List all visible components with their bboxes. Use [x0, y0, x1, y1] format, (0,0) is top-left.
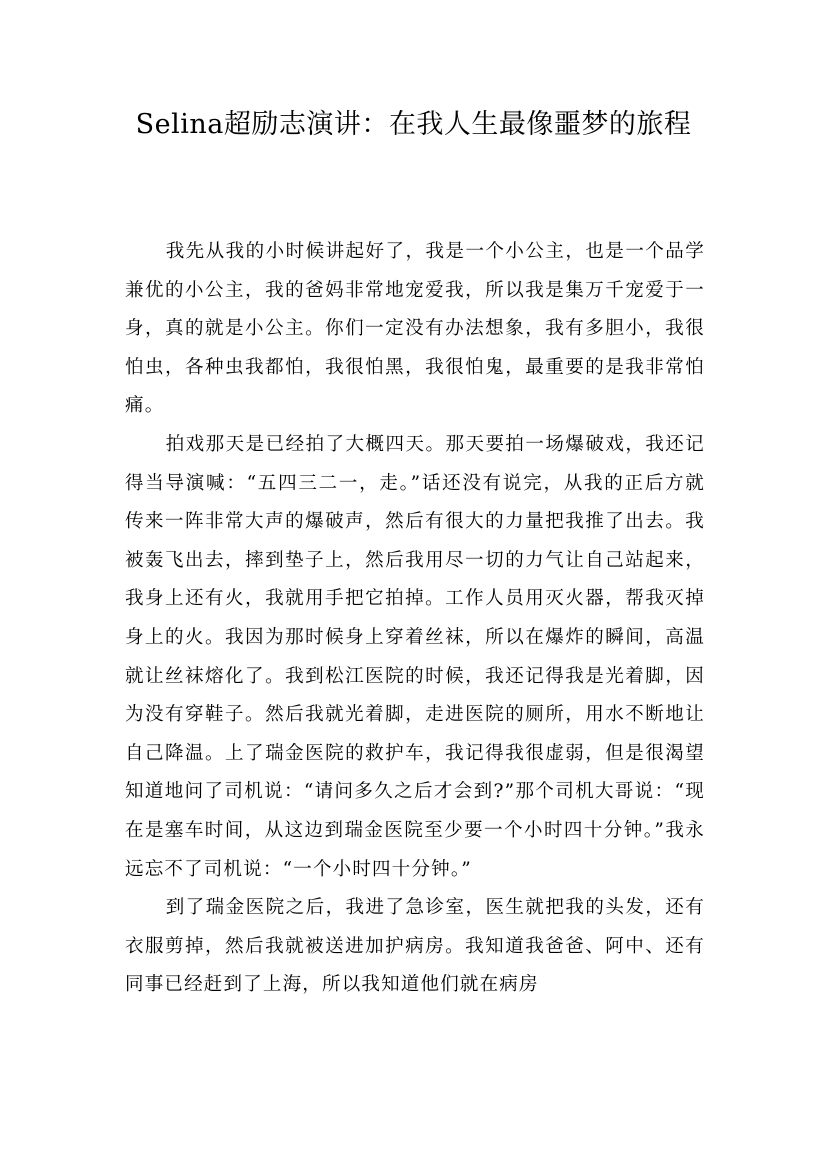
- paragraph-3: 到了瑞金医院之后，我进了急诊室，医生就把我的头发，还有衣服剪掉，然后我就被送进加护病房。我知道我爸爸、阿中、还有同事已经赶到了上海，所以我知道他们就在病房: [125, 897, 705, 996]
- paragraph-1: 我先从我的小时候讲起好了，我是一个小公主，也是一个品学兼优的小公主，我的爸妈非常地宠爱我，所以我是集万千宠爱于一身，真的就是小公主。你们一定没有办法想象，我有多胆小，我很怕虫，各种虫我都怕，我很怕黑，我很怕鬼，最重要的是我非常怕痛。: [125, 241, 705, 417]
- document-title: Selina超励志演讲：在我人生最像噩梦的旅程: [135, 109, 692, 140]
- document-body: [125, 233, 705, 1005]
- paragraph-2: 拍戏那天是已经拍了大概四天。那天要拍一场爆破戏，我还记得当导演喊：“五四三二一，走。”话还没有说完，从我的正后方就传来一阵非常大声的爆破声，然后有很大的力量把我推了出去。我被轰飞出去，摔到垫子上，然后我用尽一切的力气让自己站起来，我身上还有火，我就用手把它拍掉。工作人员用灭火器，帮我灭掉身上的火。我因为那时候身上穿着丝袜，所以在爆炸的瞬间，高温就让丝袜熔化了。我到松江医院的时候，我还记得我是光着脚，因为没有穿鞋子。然后我就光着脚，走进医院的厕所，用水不断地让自己降温。上了瑞金医院的救护车，我记得我很虚弱，但是很渴望知道地问了司机说：“请问多久之后才会到?”那个司机大哥说：“现在是塞车时间，从这边到瑞金医院至少要一个小时四十分钟。”我永远忘不了司机说：“一个小时四十分钟。”: [125, 433, 705, 880]
